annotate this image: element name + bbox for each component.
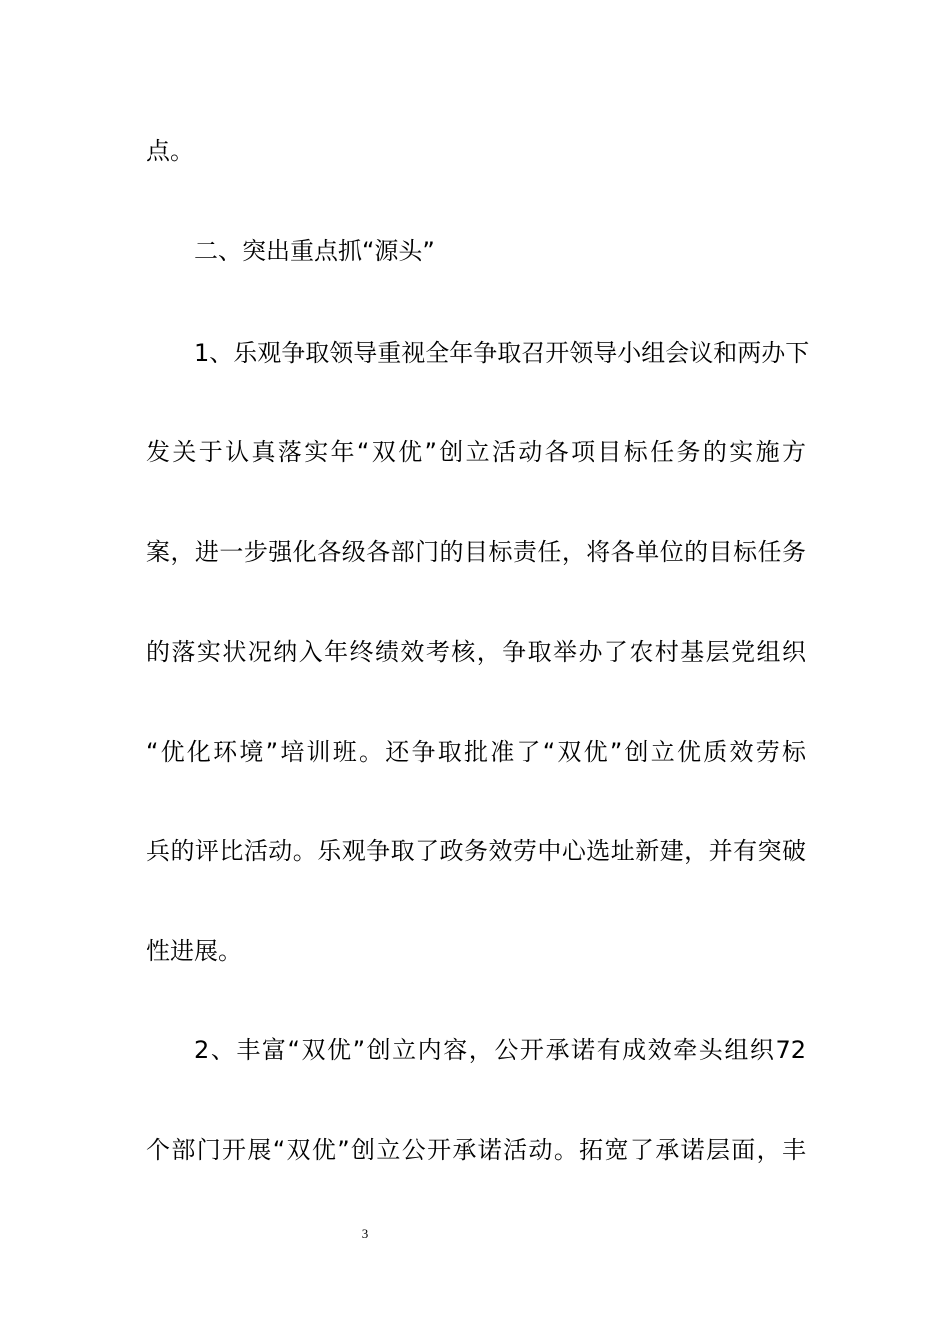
text-line: 点。 — [146, 137, 194, 165]
text-line: 1、乐观争取领导重视全年争取召开领导小组会议和两办下 — [194, 339, 810, 367]
text-line: 性进展。 — [146, 937, 242, 965]
section-heading: 二、突出重点抓“源头” — [194, 237, 435, 265]
text-line: 发关于认真落实年“双优”创立活动各项目标任务的实施方 — [146, 438, 806, 466]
text-line: 案，进一步强化各级各部门的目标责任，将各单位的目标任务 — [146, 538, 806, 566]
text-line: 个部门开展“双优”创立公开承诺活动。拓宽了承诺层面，丰 — [146, 1136, 806, 1164]
text-line: 的落实状况纳入年终绩效考核，争取举办了农村基层党组织 — [146, 638, 806, 666]
text-line: 兵的评比活动。乐观争取了政务效劳中心选址新建，并有突破 — [146, 837, 806, 865]
text-line: 2、丰富“双优”创立内容，公开承诺有成效牵头组织72 — [194, 1036, 806, 1064]
page-number: 3 — [361, 1226, 369, 1241]
text-line: “优化环境”培训班。还争取批准了“双优”创立优质效劳标 — [146, 738, 806, 766]
